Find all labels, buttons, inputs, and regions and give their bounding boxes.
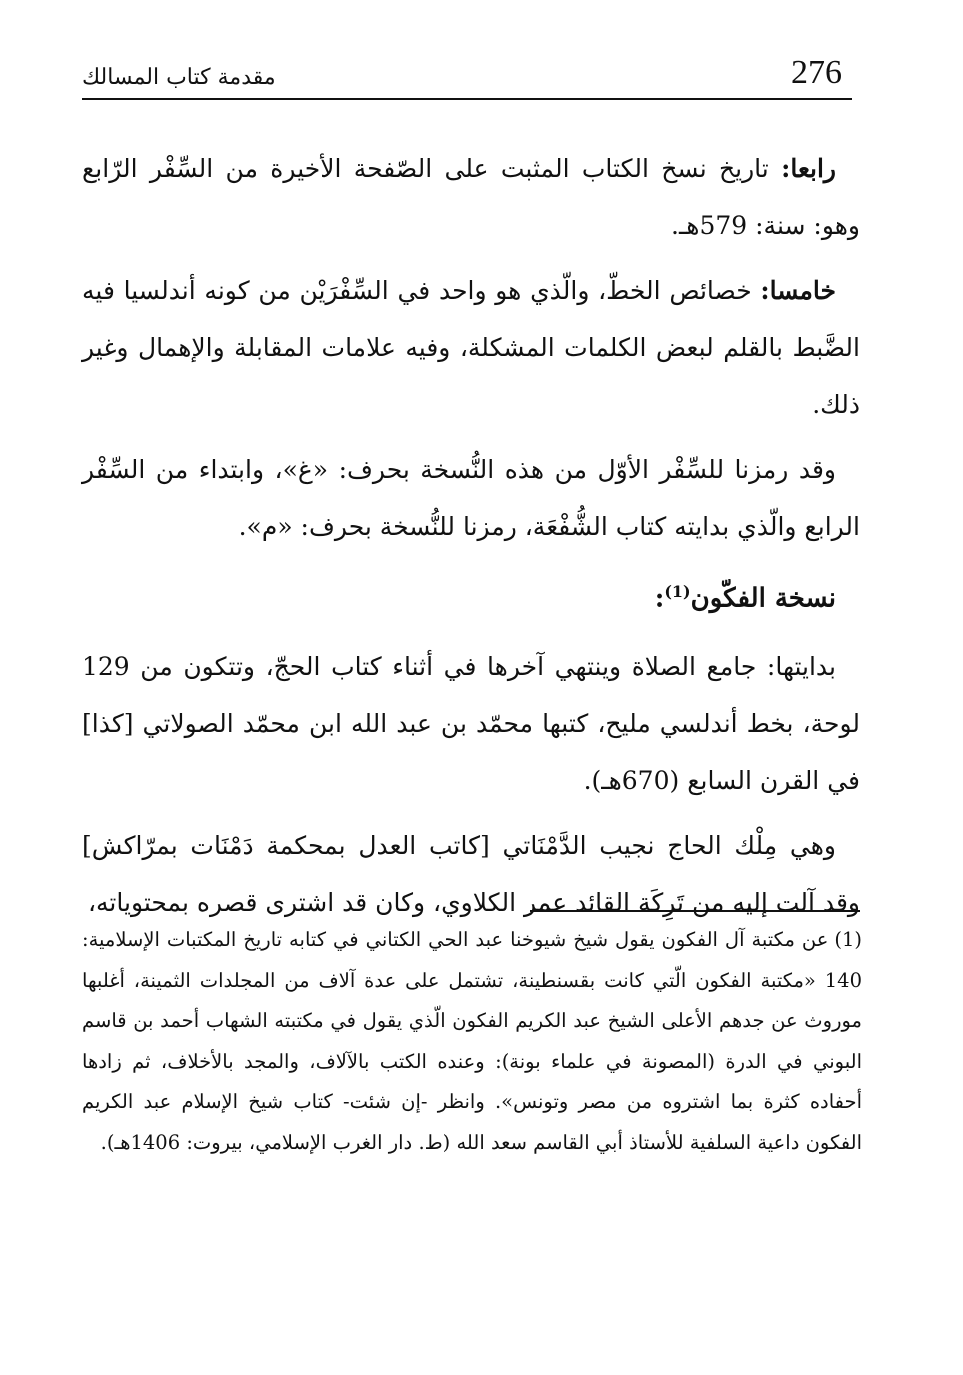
section-heading-text: نسخة الفكّون [690,583,836,614]
paragraph-text: وهي مِلْك الحاج نجيب الدَّمْنَاتي [كاتب العدل بمحكمة دَمْنَات بمرّاكش] وقد آلت إليه من تَرِكَة القائد عمر الكلاوي، وكان قد اشترى قصره بمحتوياته، [82,830,860,917]
footnote-reference[interactable]: (1) [664,582,691,601]
footnote-number: (1) [834,928,862,951]
section-heading-suffix: : [654,583,665,614]
page-number: 276 [791,54,842,91]
footnotes [82,920,862,1163]
running-title: مقدمة كتاب المسالك [82,65,276,90]
main-text [82,140,860,939]
paragraph-fifth [82,262,860,433]
paragraph-text: تاريخ نسخ الكتاب المثبت على الصّفحة الأخيرة من السِّفْر الرّابع وهو: سنة: 579هـ. [82,154,860,240]
footnote-separator [530,910,860,912]
paragraph-text: خصائص الخطّ، والّذي هو واحد في السِّفْرَيْن من كونه أندلسيا فيه الضَّبط بالقلم لبعض الكلمات المشكلة، وفيه علامات المقابلة والإهمال وغير ذلك. [82,276,860,419]
paragraph-ownership [82,817,860,931]
footnote-item [82,920,862,1163]
paragraph-beginning [82,638,860,809]
paragraph-text: وقد رمزنا للسِّفْر الأوّل من هذه النُّسخة بحرف: «غ»، وابتداء من السِّفْر الرابع والّذي بدايته كتاب الشُّفْعَة، رمزنا للنُّسخة بحرف: «م». [82,455,860,541]
section-heading [82,563,860,628]
paragraph-fourth [82,140,860,254]
paragraph-text: بدايتها: جامع الصلاة وينتهي آخرها في أثناء كتاب الحجّ، وتتكون من 129 لوحة، بخط أندلسي مليح، كتبها محمّد بن عبد الله ابن محمّد الصولاتي [كذا] في القرن السابع (670هـ). [82,651,860,795]
paragraph-label: خامسا: [760,276,836,305]
page-header [82,54,852,100]
paragraph-symbols [82,441,860,555]
paragraph-label: رابعا: [781,154,836,183]
footnote-text: عن مكتبة آل الفكون يقول شيخ شيوخنا عبد الحي الكتاني في كتابه تاريخ المكتبات الإسلامية: 140 «مكتبة الفكون الّتي كانت بقسنطينة، تشتمل على عدة آلاف من المجلدات الثمينة، أغلبها موروث عن جدهم الأعلى الشيخ عبد الكريم الفكون الّذي يقول في مكتبته الشهاب أحمد بن قاسم البوني في الدرة (المصونة في علماء بونة): وعنده الكتب بالآلاف، والمجد بالأخلاف، ثم زادها أحفاده كثرة بما اشتروه من مصر وتونس». وانظر -إن شئت- كتاب شيخ الإسلام عبد الكريم الفكون داعية السلفية للأستاذ أبي القاسم سعد الله (ط. دار الغرب الإسلامي، بيروت: 1406هـ). [82,928,862,1154]
